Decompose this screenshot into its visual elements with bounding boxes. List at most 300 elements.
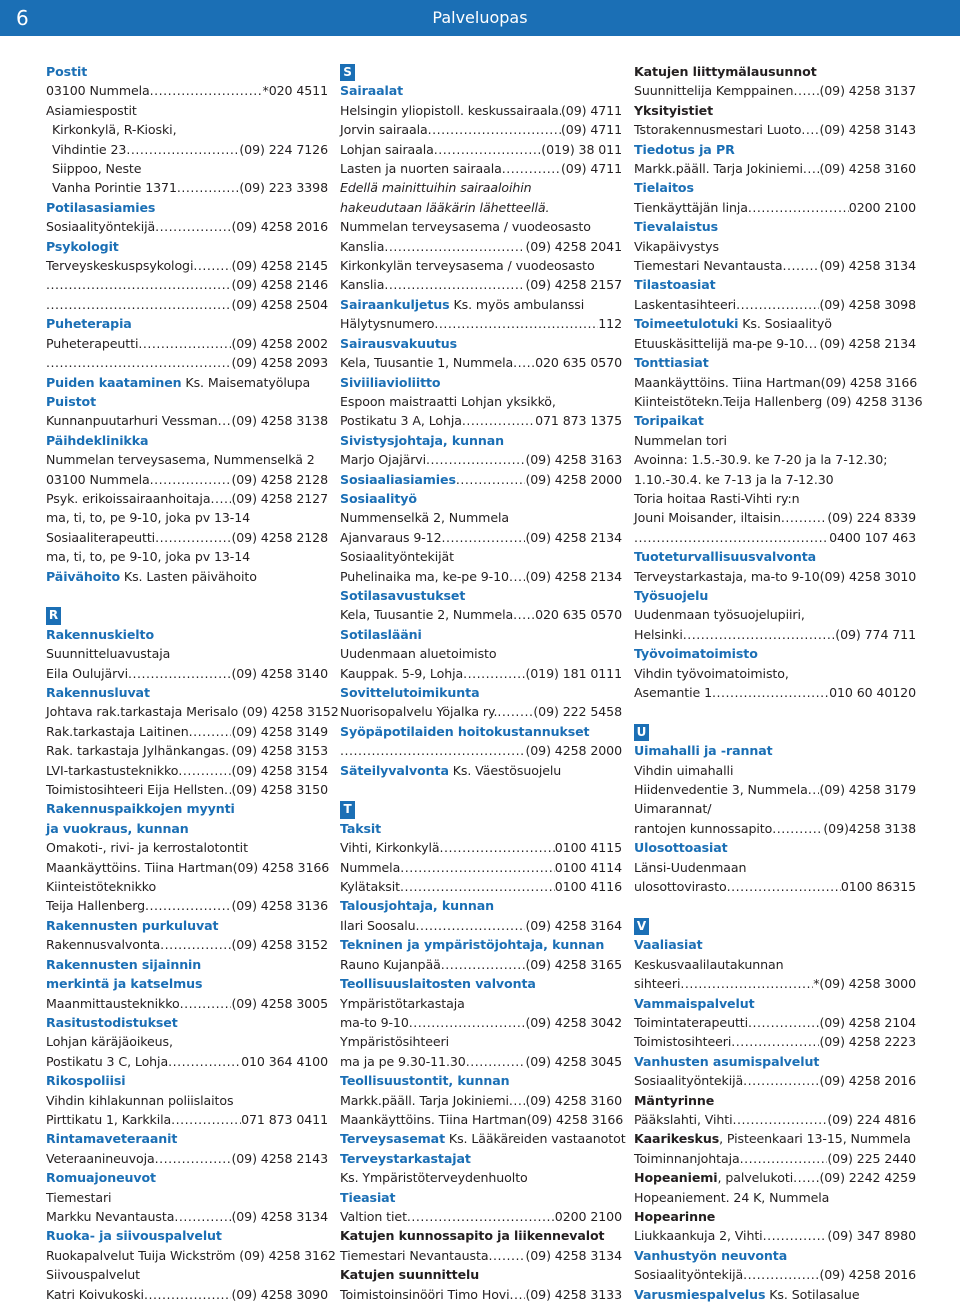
cross-reference [340, 761, 622, 780]
directory-entry [46, 411, 328, 430]
dot-leader [150, 470, 232, 489]
category-heading: Tielaitos [634, 180, 694, 196]
category-heading: Tuoteturvallisuusvalvonta [634, 549, 817, 565]
dot-leader [340, 741, 525, 760]
entry-label: Tienkäyttäjän linja [634, 199, 748, 215]
text-line: Keskusvaalilautakunnan [634, 956, 784, 972]
entry-label: Markk.pääll. Tarja Jokiniemi [634, 161, 803, 177]
phone-number: (09) 774 711 [835, 626, 916, 642]
category-heading: Varusmiespalvelus [634, 1286, 766, 1302]
directory-entry [340, 877, 622, 896]
spacer [340, 780, 622, 799]
directory-entry [340, 1052, 622, 1071]
directory-entry [340, 916, 622, 935]
category-heading: Vaaliasiat [634, 937, 703, 953]
phone-number: (09) 4258 3152 [231, 937, 328, 953]
directory-entry [340, 528, 622, 547]
cross-reference [46, 567, 328, 586]
category-heading: Säteilyvalvonta [340, 762, 449, 778]
directory-entry [634, 508, 916, 527]
entry-label: Sosiaaliterapeutti [46, 529, 156, 545]
entry-label: Jorvin sairaala [340, 122, 428, 138]
entry-label: Postikatu 3 C, Lohja [46, 1053, 169, 1069]
phone-number: (09) 4258 2145 [231, 258, 328, 274]
phone-number: (09) 4258 2128 [231, 529, 328, 545]
directory-entry [634, 1071, 916, 1090]
entry-label: Sosiaalityöntekijä [634, 1267, 744, 1283]
entry-label: Tstorakennusmestari Luoto [634, 122, 802, 138]
phone-number: 0200 2100 [848, 199, 916, 215]
section-letter-row [46, 605, 328, 624]
phone-number: (09) 4258 3166 [232, 859, 330, 875]
directory-entry [634, 819, 916, 838]
dot-leader [155, 1149, 232, 1168]
phone-number: (09) 4258 3154 [231, 762, 328, 778]
dot-leader [748, 198, 849, 217]
phone-number: (09) 4258 3137 [819, 83, 916, 99]
directory-entry [46, 664, 328, 683]
directory-entry [340, 955, 622, 974]
directory-entry [634, 1265, 916, 1284]
phone-number: (09) 4258 2223 [819, 1034, 916, 1050]
category-heading: Rakennuspaikkojen myynti [46, 801, 235, 817]
dot-leader [126, 140, 239, 159]
phone-number: (09) 4258 2127 [231, 490, 328, 506]
category-heading: Teollisuuslaitosten valvonta [340, 976, 536, 992]
entry-label: Etuuskäsittelijä ma-pe 9-10 [634, 335, 805, 351]
subheading: Mäntyrinne [634, 1092, 715, 1108]
dot-leader [462, 411, 535, 430]
entry-label: Kylätaksit [340, 879, 400, 895]
directory-entry [340, 1110, 622, 1129]
see-also-text: Ks. Maisematyölupa [181, 374, 311, 390]
dot-leader [155, 528, 231, 547]
text-line: Vikapäivystys [634, 238, 719, 254]
category-heading: Psykologit [46, 238, 119, 254]
category-heading: Sotilasavustukset [340, 587, 466, 603]
directory-entry [46, 489, 328, 508]
text-line: Siivouspalvelut [46, 1267, 141, 1283]
entry-label: Rauno Kujanpää [340, 956, 441, 972]
phone-number: (09) 4258 3160 [525, 1092, 622, 1108]
phone-number: 071 873 1375 [535, 413, 622, 429]
dot-leader [680, 974, 813, 993]
category-heading: Talousjohtaja, kunnan [340, 898, 494, 914]
category-heading: Rasitustodistukset [46, 1014, 178, 1030]
entry-label: Terveystarkastaja, ma-to 9-10 [634, 568, 820, 584]
entry-label: Kela, Tuusantie 2, Nummela [340, 607, 514, 623]
dot-leader [440, 838, 555, 857]
subheading: Katujen kunnossapito ja liikennevalot [340, 1228, 605, 1244]
category-heading: Rintamaveteraanit [46, 1131, 178, 1147]
category-heading: Sotilaslääni [340, 626, 422, 642]
phone-number: (09) 4258 3134 [819, 258, 916, 274]
dot-leader [128, 664, 231, 683]
note-text: hakeudutaan lääkärin lähetteellä. [340, 199, 550, 215]
dot-leader [763, 1226, 828, 1245]
category-heading: Tonttiasiat [634, 355, 709, 371]
phone-number: 020 635 0570 [535, 355, 622, 371]
entry-label: Ilari Soosalu [340, 917, 416, 933]
directory-entry [634, 974, 916, 993]
directory-entry [634, 780, 916, 799]
dot-leader [168, 1052, 241, 1071]
dot-leader [793, 1168, 819, 1187]
entry-label: Vihti, Kirkonkylä [340, 840, 440, 856]
entry-label: Laskentasihteeri [634, 296, 737, 312]
dot-leader [502, 159, 561, 178]
text-line: Vihdin työvoimatoimisto, [634, 665, 789, 681]
phone-number: (09) 4258 2016 [819, 1073, 916, 1089]
directory-entry [340, 838, 622, 857]
category-heading: Taksit [340, 820, 382, 836]
section-letter-row [340, 62, 622, 81]
text-line: Nummenselkä 2, Nummela [340, 510, 509, 526]
category-heading: Potilasasiamies [46, 199, 156, 215]
entry-label: Puhelinaika ma, ke-pe 9-10 [340, 568, 509, 584]
directory-entry [340, 470, 622, 489]
entry-label: Katri Koivukoski [46, 1286, 144, 1302]
directory-entry [340, 101, 622, 120]
category-heading: Sosiaalityö [340, 490, 417, 506]
phone-number: (09) 4258 3163 [525, 452, 622, 468]
entry-label: Maankäyttöins. Tiina Hartman [340, 1111, 527, 1127]
text-line [634, 1129, 916, 1148]
directory-entry [634, 198, 916, 217]
phone-number: (09) 4258 3005 [231, 995, 328, 1011]
entry-label: Kela, Tuusantie 1, Nummela [340, 355, 514, 371]
spacer [46, 586, 328, 605]
dot-leader [189, 722, 232, 741]
spacer [634, 702, 916, 721]
entry-label: Toimistosihteeri Eija Hellsten [46, 782, 225, 798]
text-line: Lohjan käräjäoikeus, [46, 1034, 173, 1050]
category-heading: Puheterapia [46, 316, 132, 332]
cross-reference [340, 295, 622, 314]
phone-number: (09) 4258 3166 [820, 374, 918, 390]
phone-number: 112 [598, 316, 622, 332]
entry-label: Pirttikatu 1, Karkkila [46, 1111, 172, 1127]
cross-reference [634, 314, 916, 333]
directory-entry [340, 858, 622, 877]
directory-entry [340, 237, 622, 256]
dot-leader [428, 120, 561, 139]
phone-number: (09) 347 8980 [827, 1228, 916, 1244]
directory-entry [634, 1149, 916, 1168]
entry-label: Kunnanpuutarhuri Vessman [46, 413, 218, 429]
entry-label: Rak. tarkastaja Jylhänkangas [46, 743, 226, 759]
dot-leader [160, 935, 231, 954]
dot-leader [174, 1207, 231, 1226]
directory-entry [340, 159, 622, 178]
entry-label: Asemantie 1 [634, 685, 712, 700]
see-also-text: Ks. Lasten päivähoito [120, 568, 257, 584]
entry-label: Sosiaalityöntekijä [46, 219, 156, 235]
text-line: Hopeaniement. 24 K, Nummela [634, 1189, 830, 1205]
dot-leader [808, 780, 820, 799]
directory-entry [340, 314, 622, 333]
category-heading: Tieasiat [340, 1189, 396, 1205]
text-line: Uudenmaan aluetoimisto [340, 646, 497, 662]
directory-entry [340, 275, 622, 294]
phone-number: (09) 4258 3134 [525, 1247, 622, 1263]
directory-entry [46, 858, 328, 877]
directory-entry [340, 1207, 622, 1226]
subheading: Hopearinne [634, 1208, 716, 1224]
text-line: Ympäristösihteeri [340, 1034, 450, 1050]
dot-leader [509, 1091, 526, 1110]
category-heading: Uimahalli ja -rannat [634, 743, 773, 759]
phone-number: (09) 4258 2016 [231, 219, 328, 235]
entry-label: Maanmittausteknikko [46, 995, 180, 1011]
dot-leader [748, 1013, 819, 1032]
phone-number: 0100 4115 [554, 840, 622, 856]
dot-leader [171, 1110, 241, 1129]
text-line: Sosiaalityöntekijät [340, 549, 455, 565]
entry-label: Rakennusvalvonta [46, 937, 161, 953]
entry-label: Maankäyttöins. Tiina Hartman [634, 374, 821, 390]
directory-entry [340, 1246, 622, 1265]
directory-entry [634, 528, 916, 547]
directory-entry [634, 256, 916, 275]
dot-leader [218, 411, 232, 430]
directory-entry [340, 120, 622, 139]
category-heading: Tiedotus ja PR [634, 141, 735, 157]
phone-number: 0100 4116 [554, 879, 622, 895]
directory-entry [46, 1207, 328, 1226]
directory-entry [634, 1110, 916, 1129]
phone-number: (09) 225 2440 [827, 1150, 916, 1166]
dot-leader [803, 159, 820, 178]
dot-leader [155, 217, 231, 236]
category-heading: Toimeetulotuki [634, 316, 739, 332]
entry-label: Kanslia [340, 277, 385, 293]
section-letter: T [340, 801, 355, 818]
category-heading: merkintä ja katselmus [46, 976, 203, 992]
see-also-text: Ks. Väestösuojelu [448, 762, 562, 778]
category-heading: Sairaalat [340, 83, 404, 99]
category-heading: Vammaispalvelut [634, 995, 755, 1011]
directory-entry [634, 295, 916, 314]
text-line: Ruokapalvelut Tuija Wickström (09) 4258 3162 [46, 1247, 336, 1263]
phone-number: (09) 4711 [560, 102, 622, 118]
text-line: Ympäristötarkastaja [340, 995, 465, 1011]
dot-leader [442, 528, 526, 547]
phone-number: (09) 4258 3143 [819, 122, 916, 138]
category-heading: Toripaikat [634, 413, 704, 429]
entry-label: Postikatu 3 A, Lohja [340, 413, 462, 429]
entry-label: Toimistoinsinööri Timo Hovi [340, 1286, 510, 1302]
phone-number: *(09) 4258 3000 [813, 976, 916, 992]
see-also-text: Ks. myös ambulanssi [449, 296, 585, 312]
column-1 [46, 62, 339, 1304]
dot-leader [434, 314, 598, 333]
directory-entry [46, 896, 328, 915]
directory-entry [46, 741, 328, 760]
section-letter-row [634, 722, 916, 741]
directory-entry [46, 353, 328, 372]
directory-entry [340, 140, 622, 159]
dot-leader [426, 450, 525, 469]
phone-number: 071 873 0411 [241, 1111, 328, 1127]
phone-number: 020 635 0570 [535, 607, 622, 623]
section-letter: V [634, 918, 649, 935]
phone-number: (09) 4258 3149 [231, 723, 328, 739]
phone-number: (09) 4258 2504 [231, 296, 328, 312]
phone-number: (09)4258 3138 [823, 820, 916, 836]
text-line: Ks. Ympäristöterveydenhuolto [340, 1170, 528, 1186]
dot-leader [804, 334, 819, 353]
phone-number: (09) 4258 3164 [525, 917, 622, 933]
dot-leader [456, 470, 526, 489]
directory-entry [634, 625, 916, 644]
phone-number: (019) 38 011 [541, 141, 622, 157]
page-title: Palveluopas [432, 8, 528, 27]
entry-label: Nuorisopalvelu Yöjalka ry. [340, 704, 498, 720]
phone-number: (09) 4258 3140 [231, 665, 328, 681]
phone-number: (09) 4258 3045 [525, 1053, 622, 1069]
text-line: Nummelan terveysasema / vuodeosasto [340, 219, 591, 235]
entry-label: Marjo Ojajärvi [340, 452, 427, 468]
category-heading: Päihdeklinikka [46, 432, 149, 448]
category-heading: Rakennusten purkuluvat [46, 917, 219, 933]
dot-leader [513, 353, 535, 372]
entry-label: Valtion tiet [340, 1208, 407, 1224]
text-line: Johtava rak.tarkastaja Merisalo (09) 4258 3152 [46, 704, 339, 720]
directory-entry [634, 81, 916, 100]
phone-number: (09) 4258 3166 [526, 1111, 624, 1127]
phone-number: (09) 4258 3134 [231, 1208, 328, 1224]
subheading: Katujen suunnittelu [340, 1267, 480, 1283]
entry-label: Nummela [340, 859, 401, 875]
phone-number: (09) 4258 3136 [231, 898, 328, 914]
phone-number: (09) 4258 2134 [819, 335, 916, 351]
dot-leader [409, 1013, 526, 1032]
directory-entry [340, 411, 622, 430]
category-heading: Rikospoliisi [46, 1073, 126, 1089]
dot-leader [634, 528, 829, 547]
directory-entry [46, 780, 328, 799]
entry-label: Rak.tarkastaja Laitinen [46, 723, 189, 739]
phone-number: (09) 4258 3179 [819, 782, 916, 798]
category-heading: Ruoka- ja siivouspalvelut [46, 1228, 222, 1244]
see-also-text: Ks. Lääkäreiden vastaanotot [445, 1131, 626, 1147]
directory-entry [634, 120, 916, 139]
text-line: Siippoo, Neste [52, 161, 142, 177]
entry-label: Toimistosihteeri [634, 1034, 732, 1050]
text-line: Avoinna: 1.5.-30.9. ke 7-20 ja la 7-12.30; [634, 452, 888, 468]
directory-entry [340, 450, 622, 469]
phone-number: (09) 4258 3090 [231, 1286, 328, 1302]
directory-entry [340, 1013, 622, 1032]
dot-leader [736, 295, 819, 314]
phone-number: (09) 224 8339 [827, 510, 916, 526]
phone-number: (09) 4258 3042 [525, 1014, 622, 1030]
category-heading: Rakennusten sijainnin [46, 956, 202, 972]
text-line: Kiinteistöteknikko [46, 879, 157, 895]
dot-leader [733, 1110, 828, 1129]
phone-number: (09) 4258 3153 [231, 743, 328, 759]
dot-leader [46, 353, 231, 372]
text-line: Vihdin uimahalli [634, 762, 734, 778]
entry-label: Eila Oulujärvi [46, 665, 128, 681]
category-heading: Vanhustyön neuvonta [634, 1247, 788, 1263]
directory-entry [340, 567, 622, 586]
directory-entry [46, 334, 328, 353]
phone-number: (09) 4258 3098 [819, 296, 916, 312]
phone-number: (09) 4258 2143 [231, 1150, 328, 1166]
entry-label: Kanslia [340, 238, 385, 254]
category-heading: Rakennuskielto [46, 626, 154, 642]
phone-number: 0100 4114 [554, 859, 622, 875]
directory-entry [340, 1091, 622, 1110]
dot-leader [772, 819, 823, 838]
entry-label: Veteraanineuvoja [46, 1150, 155, 1166]
entry-label: Terveyskeskuspsykologi [46, 258, 194, 274]
category-heading: Siviiliavioliitto [340, 374, 441, 390]
directory-entry [46, 81, 328, 100]
phone-number: (09) 223 3398 [239, 180, 328, 196]
page-header [0, 0, 960, 36]
entry-label: Maankäyttöins. Tiina Hartman [46, 859, 233, 875]
entry-label: Ajanvaraus 9-12 [340, 529, 442, 545]
phone-number: (09) 4258 2134 [525, 568, 622, 584]
phone-number: 010 60 40120 [829, 685, 916, 700]
directory-entry [340, 664, 622, 683]
entry-label: Toiminnanjohtaja [634, 1150, 740, 1166]
category-heading: Sosiaaliasiamies [340, 471, 456, 487]
directory-entry [46, 217, 328, 236]
see-also-text: Ks. Sotilasalue [765, 1286, 860, 1302]
category-heading: Työsuojelu [634, 587, 709, 603]
column-2 [340, 62, 626, 1304]
entry-label: Kauppak. 5-9, Lohja [340, 665, 464, 681]
phone-number: (09) 4258 2134 [525, 529, 622, 545]
category-heading: Tekninen ja ympäristöjohtaja, kunnan [340, 937, 605, 953]
phone-number: (09) 4258 2041 [525, 238, 622, 254]
dot-leader [509, 567, 526, 586]
note-text: Edellä mainittuihin sairaaloihin [340, 180, 532, 196]
dot-leader [384, 237, 525, 256]
phone-number: (09) 4258 3133 [525, 1286, 622, 1302]
see-also-text: Ks. Sosiaalityö [738, 316, 832, 332]
directory-entry [46, 935, 328, 954]
entry-label: Liukkaankuja 2, Vihti [634, 1228, 763, 1244]
dot-leader [46, 295, 231, 314]
dot-leader [138, 334, 231, 353]
dot-leader [731, 1032, 819, 1051]
directory-entry [340, 741, 622, 760]
phone-number: (09) 4258 2146 [231, 277, 328, 293]
entry-label: Markk.pääll. Tarja Jokiniemi [340, 1092, 509, 1108]
entry-label: Helsingin yliopistoll. keskussairaala [340, 102, 559, 118]
directory-entry [46, 528, 328, 547]
dot-leader [712, 683, 829, 702]
dot-leader [727, 877, 841, 896]
phone-number: 0100 86315 [840, 879, 916, 895]
dot-leader [150, 81, 263, 100]
dot-leader [488, 1246, 525, 1265]
entry-label: Hiidenvedentie 3, Nummela [634, 782, 808, 798]
subheading: Kaarikeskus [634, 1131, 720, 1147]
directory-entry [46, 1052, 328, 1071]
text-line: Espoon maistraatti Lohjan yksikkö, [340, 393, 556, 409]
text-line: Vihdin kihlakunnan poliislaitos [46, 1092, 234, 1108]
phone-number: (09) 4258 2002 [231, 335, 328, 351]
text-line: Kiinteistötekn.Teija Hallenberg (09) 4258 3136 [634, 393, 923, 409]
phone-number: (09) 4258 3160 [819, 161, 916, 177]
entry-label: Lasten ja nuorten sairaala [340, 161, 502, 177]
